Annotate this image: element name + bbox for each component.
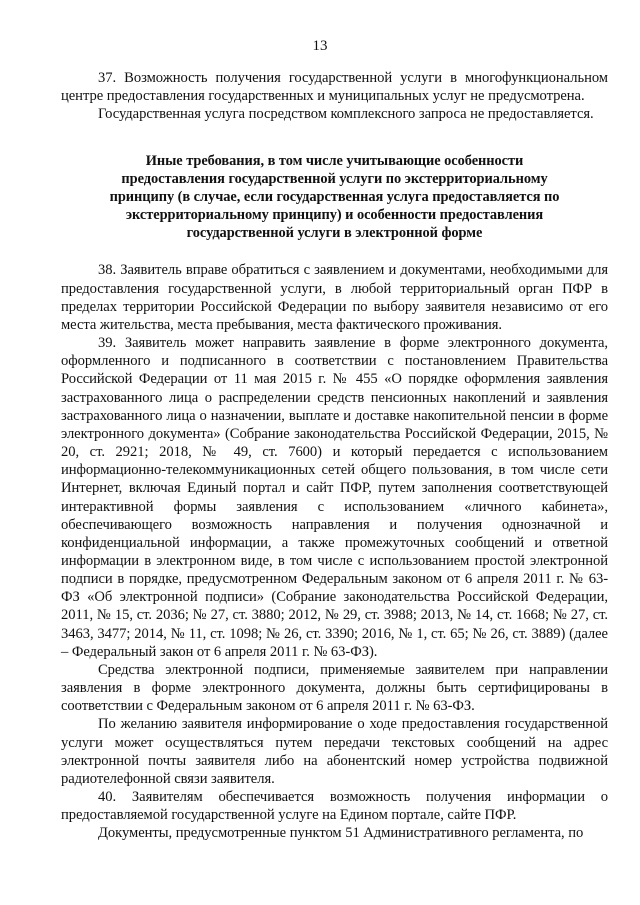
paragraph-39-informing: По желанию заявителя информирование о ходе предоставления государственной услуги может осуществляться путем передачи текстовых сообщений на адрес электронной почты заявителя либо на абонентский номер устройства подвижной радиотелефонной связи заявителя. (61, 716, 608, 787)
paragraph-38: 38. Заявитель вправе обратиться с заявлением и документами, необходимыми для предоставления государственной услуги, в любой территориальный орган ПФР в пределах территории Российской Федерации по выбору заявителя независимо от его места жительства, места пребывания, места фактического проживания. (61, 262, 608, 333)
paragraph-39-signature-means: Средства электронной подписи, применяемые заявителем при направлении заявления в форме электронного документа, должны быть сертифицированы в соответствии с Федеральным законом от 6 апреля 2011 г. № 63-ФЗ. (61, 661, 608, 715)
section-heading: Иные требования, в том числе учитывающие особенности предоставления государственной услуги по экстерриториальному принципу (в случае, если государственная услуга предоставляется по экстерриториальному принципу) и особенности предоставления государственной услуги в электронной форме (109, 153, 560, 242)
document-body (61, 69, 608, 842)
paragraph-39: 39. Заявитель может направить заявление в форме электронного документа, оформленного и подписанного в соответствии с постановлением Правительства Российской Федерации от 11 мая 2015 г. № 455 «О порядке оформления заявления застрахованного лица о распределении средств пенсионных накоплений и заявления застрахованного лица о назначении, выплате и доставке накопительной пенсии в форме электронного документа» (Собрание законодательства Российской Федерации, 2015, № 20, ст. 2921; 2018, № 49, ст. 7600) и который передается с использованием информационно-телекоммуникационных сетей общего пользования, в том числе сети Интернет, включая Единый портал и сайт ПФР, путем заполнения соответствующей интерактивной формы заявления с использованием «личного кабинета», обеспечивающего возможность направления и получения однозначной и конфиденциальной информации, а также промежуточных сообщений и ответной информации в электронном виде, в том числе с использованием простой электронной подписи в порядке, предусмотренном Федеральным законом от 6 апреля 2011 г. № 63-ФЗ «Об электронной подписи» (Собрание законодательства Российской Федерации, 2011, № 15, ст. 2036; № 27, ст. 3880; 2012, № 29, ст. 3988; 2013, № 14, ст. 1668; № 27, ст. 3463, 3477; 2014, № 11, ст. 1098; № 26, ст. 3390; 2016, № 1, ст. 65; № 26, ст. 3889) (далее – Федеральный закон от 6 апреля 2011 г. № 63-ФЗ). (61, 335, 608, 660)
paragraph-37-complex-request: Государственная услуга посредством комплексного запроса не предоставляется. (98, 106, 594, 123)
paragraph-40-documents: Документы, предусмотренные пунктом 51 Административного регламента, по (98, 825, 584, 842)
paragraph-40: 40. Заявителям обеспечивается возможность получения информации о предоставляемой государственной услуге на Едином портале, сайте ПФР. (61, 789, 608, 824)
paragraph-37: 37. Возможность получения государственной услуги в многофункциональном центре предоставления государственных и муниципальных услуг не предусмотрена. (61, 70, 608, 105)
page-number: 13 (312, 38, 328, 54)
